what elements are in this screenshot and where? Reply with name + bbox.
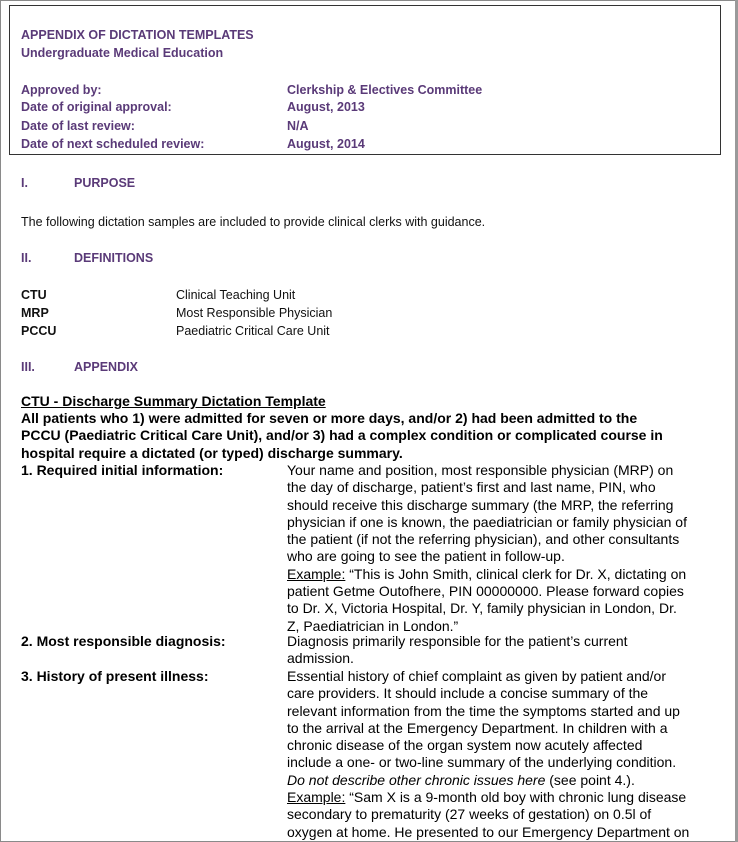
text-line: Your name and position, most responsible physician (MRP) on — [287, 462, 674, 478]
italic-note-rest: (see point 4.). — [545, 771, 635, 788]
text-line: the day of discharge, patient’s first and last name, PIN, who — [287, 479, 656, 496]
history-text — [287, 668, 689, 841]
text-line: Essential history of chief complaint as given by patient and/or — [287, 668, 666, 684]
diagnosis-text — [287, 633, 628, 668]
text-line: who are going to see the patient in follow-up. — [287, 548, 565, 565]
original-approval-label: Date of original approval: — [21, 100, 172, 114]
purpose-heading: PURPOSE — [74, 176, 136, 190]
example-label: Example: — [287, 789, 346, 806]
text-line: secondary to prematurity (27 weeks of gestation) on 0.5l of — [287, 806, 652, 823]
text-line: relevant information from the time the symptoms started and up — [287, 702, 680, 719]
text-line: the patient (if not the referring physician), and other consultants — [287, 531, 680, 548]
text-line: Z, Paediatrician in London.” — [287, 617, 459, 634]
definitions-heading: DEFINITIONS — [74, 251, 154, 265]
text-line: should receive this discharge summary (the MRP, the referring — [287, 496, 674, 513]
text-line: to Dr. X, Victoria Hospital, Dr. Y, family physician in London, Dr. — [287, 600, 677, 617]
appendix-number: III. — [21, 360, 35, 374]
last-review-value: N/A — [287, 119, 309, 133]
purpose-number: I. — [21, 176, 28, 190]
next-review-value: August, 2014 — [287, 137, 365, 151]
definition-term-pccu: PCCU — [21, 324, 57, 338]
document-title: APPENDIX OF DICTATION TEMPLATES — [21, 28, 254, 42]
definition-meaning-ctu: Clinical Teaching Unit — [176, 288, 296, 302]
template-intro-line: PCCU (Paediatric Critical Care Unit), and/or 3) had a complex condition or complicated course in — [21, 427, 663, 444]
template-title: CTU - Discharge Summary Dictation Template — [21, 393, 326, 409]
purpose-text: The following dictation samples are included to provide clinical clerks with guidance. — [21, 215, 486, 229]
text-line: physician if one is known, the paediatrician or family physician of — [287, 513, 687, 530]
text-line: admission. — [287, 650, 354, 667]
text-line: care providers. It should include a concise summary of the — [287, 685, 649, 702]
next-review-label: Date of next scheduled review: — [21, 137, 205, 151]
original-approval-value: August, 2013 — [287, 100, 365, 114]
text-line: chronic disease of the organ system now acutely affected — [287, 737, 643, 754]
template-intro-line: hospital require a dictated (or typed) discharge summary. — [21, 444, 403, 461]
definition-term-mrp: MRP — [21, 306, 49, 320]
italic-note-line — [287, 772, 689, 789]
italic-note: Do not describe other chronic issues here — [287, 771, 546, 788]
template-intro — [21, 410, 663, 462]
definitions-number: II. — [21, 251, 32, 265]
text-line: to the arrival at the Emergency Department. In children with a — [287, 719, 668, 736]
definition-meaning-mrp: Most Responsible Physician — [176, 306, 333, 320]
last-review-label: Date of last review: — [21, 119, 135, 133]
document-subtitle: Undergraduate Medical Education — [21, 46, 224, 60]
example-line — [287, 789, 689, 806]
example-text: “This is John Smith, clinical clerk for Dr. X, dictating on — [345, 565, 687, 582]
approved-by-label: Approved by: — [21, 83, 102, 97]
appendix-heading: APPENDIX — [74, 360, 138, 374]
approved-by-value: Clerkship & Electives Committee — [287, 83, 483, 97]
definition-term-ctu: CTU — [21, 288, 47, 302]
text-line: Diagnosis primarily responsible for the patient’s current — [287, 633, 628, 649]
required-info-label: 1. Required initial information: — [21, 462, 224, 478]
history-label: 3. History of present illness: — [21, 668, 209, 684]
required-info-text — [287, 462, 687, 635]
text-line: patient Getme Outofhere, PIN 00000000. Please forward copies — [287, 583, 684, 600]
diagnosis-label: 2. Most responsible diagnosis: — [21, 633, 226, 649]
text-line: oxygen at home. He presented to our Emergency Department on — [287, 823, 690, 840]
example-label: Example: — [287, 565, 346, 582]
text-line: include a one- or two-line summary of the underlying condition. — [287, 754, 677, 771]
template-intro-line: All patients who 1) were admitted for seven or more days, and/or 2) had been admitted to the — [21, 410, 638, 426]
definition-meaning-pccu: Paediatric Critical Care Unit — [176, 324, 330, 338]
example-text: “Sam X is a 9-month old boy with chronic lung disease — [345, 789, 687, 806]
example-line — [287, 566, 687, 583]
